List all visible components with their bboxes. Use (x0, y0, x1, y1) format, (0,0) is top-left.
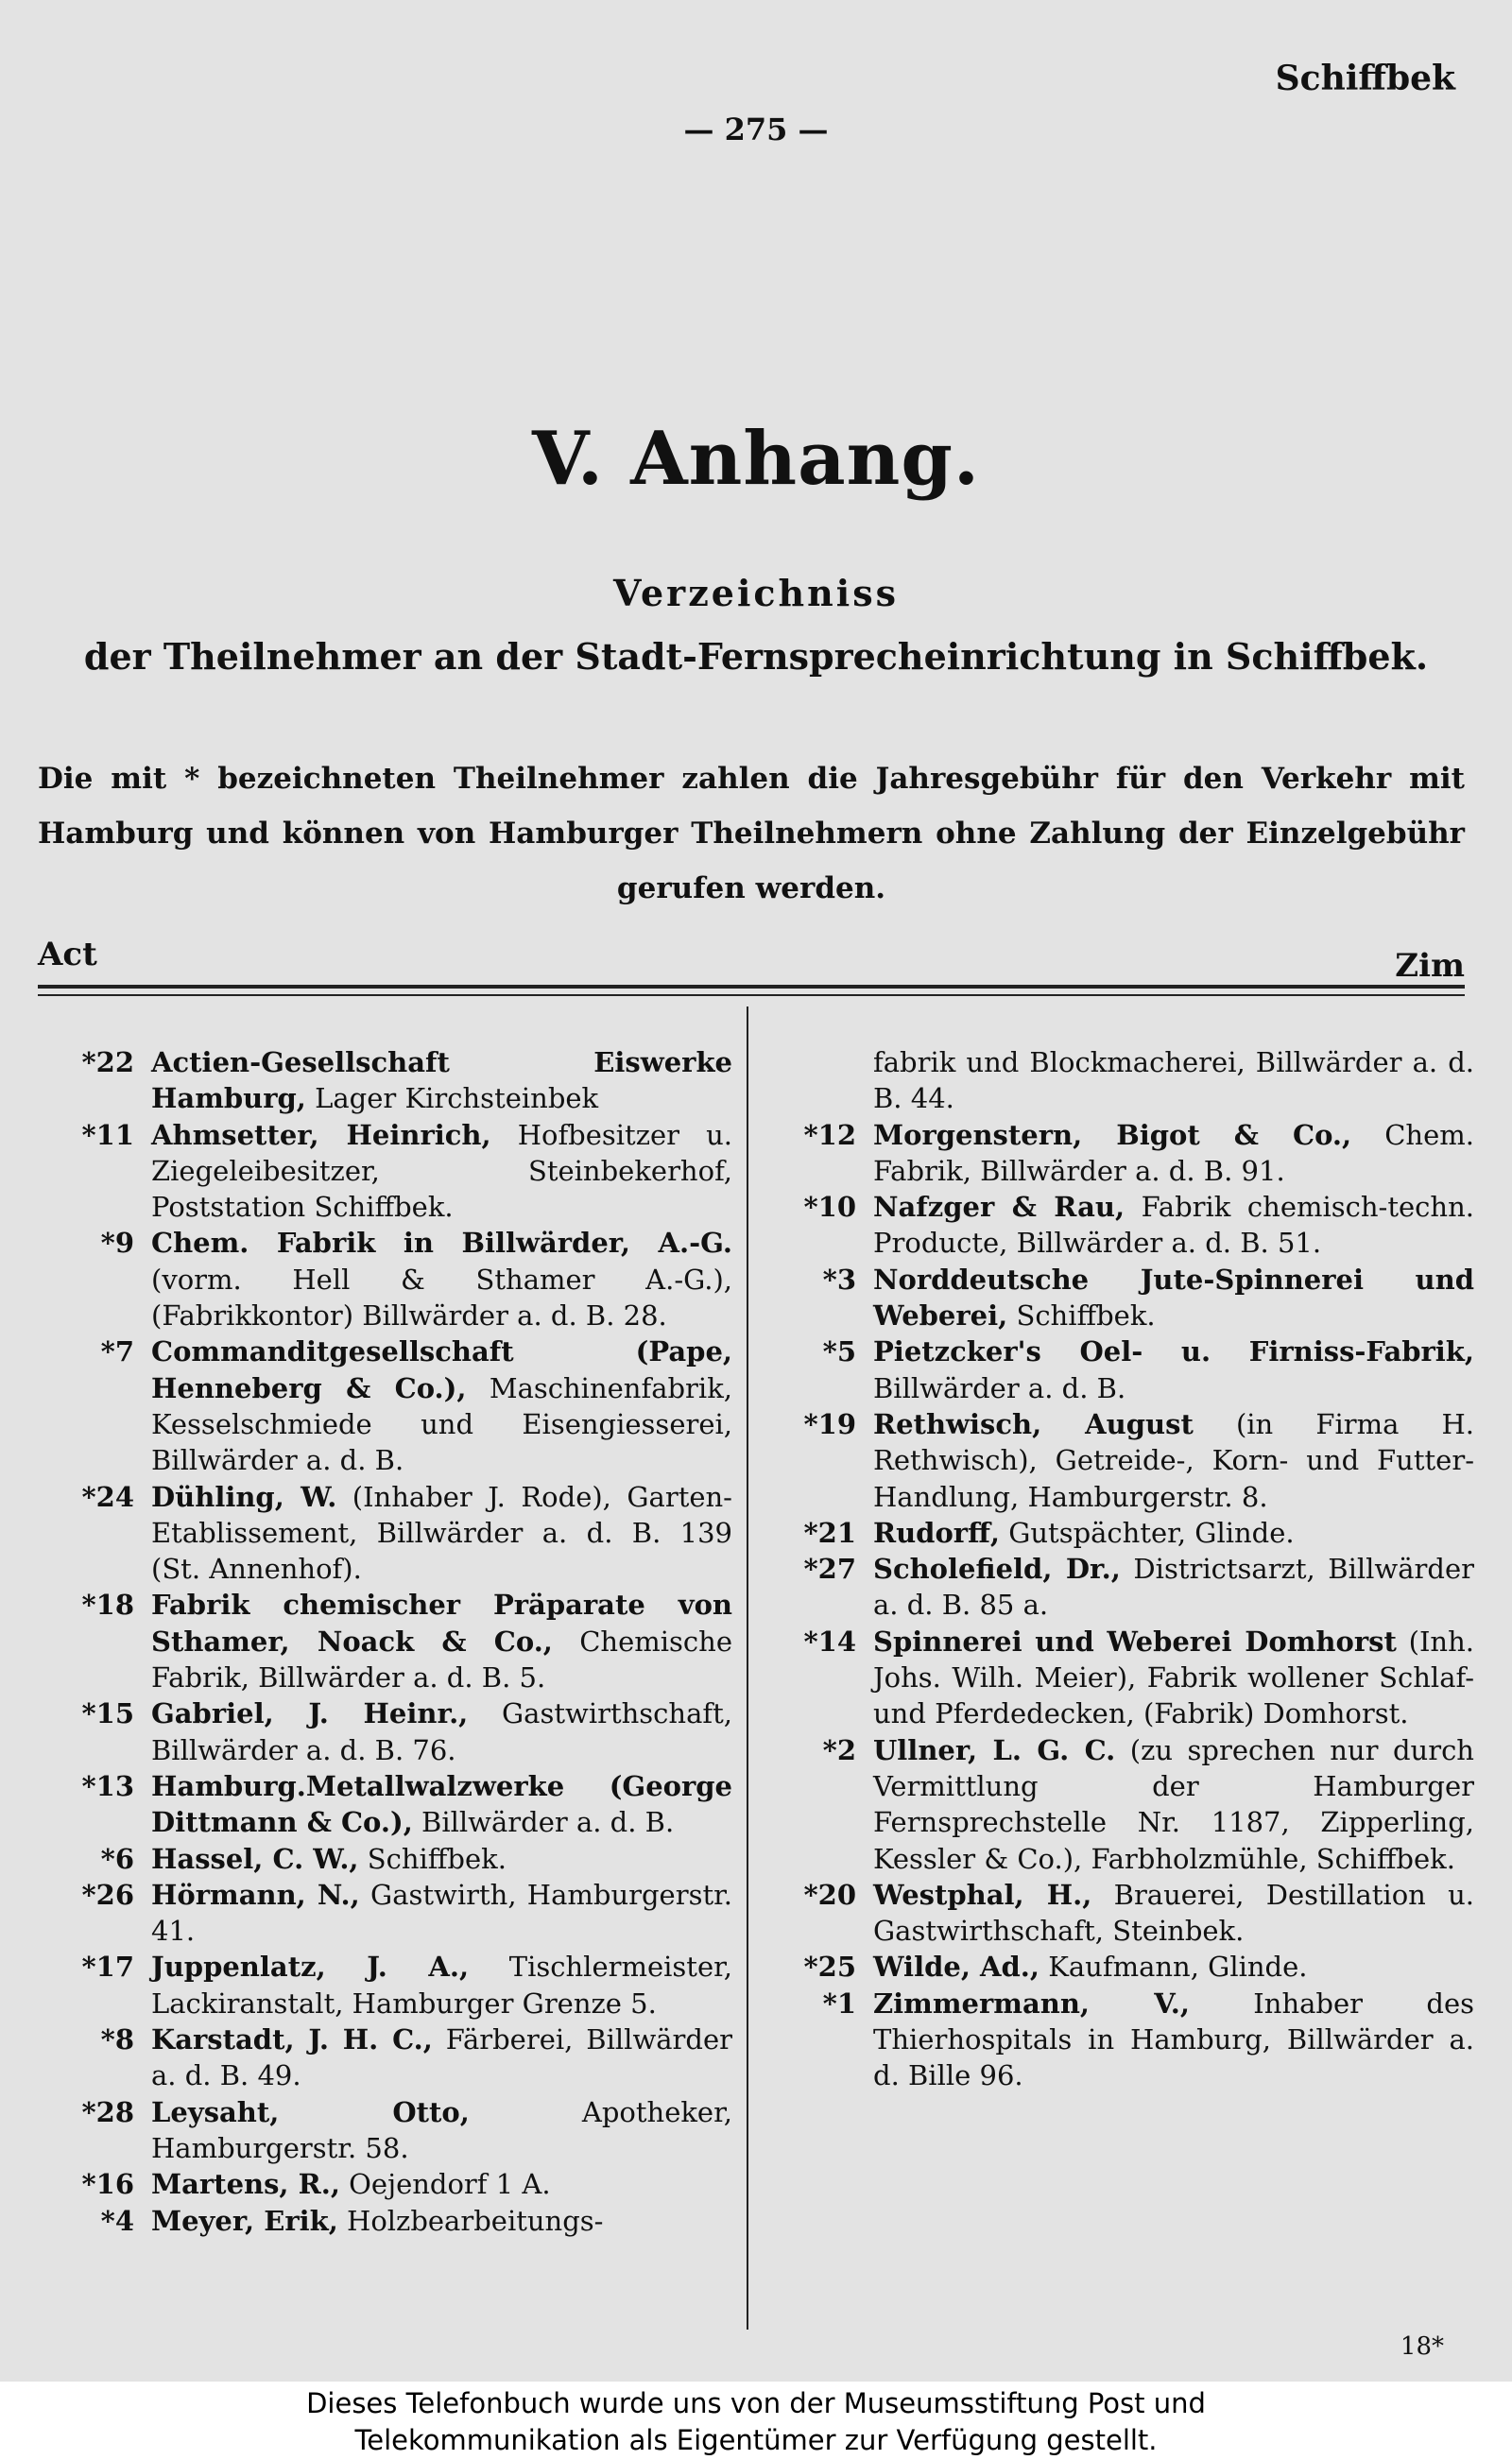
entry-text (873, 1986, 1474, 2094)
subscriber-name: Ahmsetter, Heinrich, (151, 1118, 491, 1151)
subscriber-entry (38, 1695, 732, 1768)
subscriber-number: *28 (81, 2095, 134, 2128)
subscriber-number: *2 (822, 1733, 856, 1766)
subscriber-details: Fabrik chemisch-techn. Producte, Billwärder a. d. B. 51. (873, 1191, 1474, 1260)
subscriber-entry (767, 1551, 1474, 1624)
subscriber-entry-continued (767, 1044, 1474, 1117)
subscriber-name: Chem. Fabrik in Billwärder, A.-G. (151, 1227, 732, 1260)
subscriber-details: Tischlermeister, Lackiranstalt, Hamburger Grenze 5. (151, 1951, 732, 2020)
subscriber-number: *27 (803, 1553, 856, 1586)
page-number: — 275 — (683, 112, 829, 147)
subscriber-details: Billwärder a. d. B. (412, 1806, 675, 1839)
column-divider (747, 1006, 748, 2330)
right-column (767, 1044, 1474, 2094)
caption-line: Telekommunikation als Eigentümer zur Verfügung gestellt. (354, 2424, 1158, 2456)
subscriber-number: *6 (100, 1842, 134, 1875)
entry-text (873, 1333, 1474, 1406)
subscriber-name: Zimmermann, V., (873, 1987, 1190, 2020)
running-head: Schiffbek (1275, 59, 1455, 98)
subscriber-number: *12 (803, 1118, 856, 1151)
subscriber-entry (38, 1841, 732, 1877)
subscriber-entry (767, 1877, 1474, 1950)
entry-text (873, 1949, 1474, 1985)
subscriber-name: Meyer, Erik, (151, 2204, 338, 2237)
subscriber-details: Gastwirth, Hamburgerstr. 41. (151, 1878, 732, 1948)
subscriber-details: Holzbearbeitungs- (337, 2204, 604, 2237)
subscriber-entry (38, 1117, 732, 1226)
subscriber-name: Dühling, W. (151, 1480, 337, 1513)
entry-text (873, 1044, 1474, 1117)
subscriber-number: *3 (822, 1263, 856, 1296)
subscriber-number: *13 (81, 1769, 134, 1802)
subscriber-entry (767, 1189, 1474, 1262)
entry-text (873, 1515, 1474, 1551)
subscriber-details: Lager Kirchsteinbek (305, 1082, 599, 1115)
subscriber-number: *14 (803, 1625, 856, 1658)
subscriber-details: (Inhaber J. Rode), Garten-Etablissement, Billwärder a. d. B. 139 (St. Annenhof). (151, 1480, 732, 1586)
fee-note-line: Die mit * bezeichneten Theilnehmer zahlen die Jahresgebühr für den Verkehr mit (38, 762, 1465, 796)
subscriber-entry (38, 1044, 732, 1117)
caption-line: Dieses Telefonbuch wurde uns von der Museumsstiftung Post und (306, 2387, 1206, 2419)
subscriber-details: Apotheker, Hamburgerstr. 58. (151, 2095, 732, 2164)
fee-note (38, 751, 1465, 916)
subscriber-name: Karstadt, J. H. C., (151, 2023, 433, 2056)
subscriber-details: (in Firma H. Rethwisch), Getreide-, Korn- und Futter-Handlung, Hamburgerstr. 8. (873, 1407, 1474, 1513)
subscriber-name: Hörmann, N., (151, 1878, 360, 1911)
subscriber-details: Gastwirthschaft, Billwärder a. d. B. 76. (151, 1697, 732, 1766)
left-column (38, 1044, 732, 2239)
subscriber-entry (38, 2203, 732, 2239)
subscriber-name: Pietzcker's Oel- u. Firniss-Fabrik, (873, 1335, 1474, 1368)
subscriber-details: Gutspächter, Glinde. (999, 1516, 1295, 1549)
subscriber-entry (38, 1949, 732, 2021)
subscriber-number: *17 (81, 1951, 134, 1984)
subscriber-entry (38, 1587, 732, 1695)
column-head-right: Zim (1395, 947, 1465, 985)
entry-text (151, 2094, 732, 2167)
entry-text (873, 1551, 1474, 1624)
entry-text (151, 1333, 732, 1478)
subscriber-name: Actien-Gesellschaft Eiswerke Hamburg, (151, 1046, 732, 1115)
subscriber-name: Leysaht, Otto, (151, 2095, 470, 2128)
subscriber-details: Billwärder a. d. B. (873, 1371, 1126, 1404)
subscriber-name: Hassel, C. W., (151, 1842, 359, 1875)
subscriber-entry (767, 1624, 1474, 1732)
entry-text (151, 1841, 732, 1877)
fee-note-line: Hamburg und können von Hamburger Theilnehmern ohne Zahlung der Einzelgebühr (38, 817, 1465, 851)
subscriber-name: Rudorff, (873, 1516, 1000, 1549)
subscriber-name: Juppenlatz, J. A., (151, 1951, 470, 1984)
directory-title: Verzeichniss (613, 572, 899, 614)
subscriber-number: *19 (803, 1407, 856, 1440)
entry-text (151, 1768, 732, 1841)
entry-text (151, 1117, 732, 1226)
subscriber-number: *4 (100, 2204, 134, 2237)
subscriber-number (767, 1044, 873, 1117)
subscriber-details: Brauerei, Destillation u. Gastwirthschaft, Steinbek. (873, 1878, 1474, 1948)
subscriber-number: *1 (822, 1987, 856, 2020)
subscriber-details: Chemische Fabrik, Billwärder a. d. B. 5. (151, 1625, 732, 1694)
subscriber-details: (Inh. Johs. Wilh. Meier), Fabrik wollener Schlaf- und Pferdedecken, (Fabrik) Domhorst. (873, 1625, 1474, 1730)
entry-text (873, 1732, 1474, 1877)
subscriber-entry (38, 1479, 732, 1588)
subscriber-name: Rethwisch, August (873, 1407, 1194, 1440)
sheet-signature-mark: 18* (1400, 2332, 1444, 2361)
subscriber-details: (zu sprechen nur durch Vermittlung der Hamburger Fernsprechstelle Nr. 1187, Zipperling, Kessler & Co.), Farbholzmühle, Schiffbek. (873, 1733, 1474, 1875)
source-caption (0, 2385, 1512, 2459)
subscriber-details: Schiffbek. (358, 1842, 507, 1875)
subscriber-entry (767, 1515, 1474, 1551)
subscriber-number: *9 (100, 1227, 134, 1260)
subscriber-name: Scholefield, Dr., (873, 1553, 1121, 1586)
subscriber-name: Morgenstern, Bigot & Co., (873, 1118, 1352, 1151)
subscriber-name: Spinnerei und Weberei Domhorst (873, 1625, 1397, 1658)
entry-text (151, 1949, 732, 2021)
subscriber-number: *26 (81, 1878, 134, 1911)
entry-text (151, 2166, 732, 2202)
subscriber-details: fabrik und Blockmacherei, Billwärder a. d. B. 44. (873, 1046, 1474, 1115)
subscriber-number: *10 (803, 1191, 856, 1224)
subscriber-number: *11 (81, 1118, 134, 1151)
subscriber-details: Inhaber des Thierhospitals in Hamburg, Billwärder a. d. Bille 96. (873, 1987, 1474, 2092)
subscriber-entry (767, 1949, 1474, 1985)
subscriber-number: *20 (803, 1878, 856, 1911)
subscriber-number: *22 (81, 1046, 134, 1078)
entry-text (873, 1877, 1474, 1950)
subscriber-entry (767, 1406, 1474, 1515)
subscriber-name: Gabriel, J. Heinr., (151, 1697, 469, 1730)
subscriber-details: Districtsarzt, Billwärder a. d. B. 85 a. (873, 1553, 1474, 1622)
fee-note-line: gerufen werden. (616, 871, 886, 905)
subscriber-details: Oejendorf 1 A. (339, 2168, 551, 2201)
subscriber-entry (767, 1732, 1474, 1877)
entry-text (151, 2203, 732, 2239)
subscriber-entry (38, 1225, 732, 1333)
subscriber-name: Martens, R., (151, 2168, 340, 2201)
subscriber-number: *18 (81, 1589, 134, 1622)
subscriber-entry (38, 2166, 732, 2202)
subscriber-entry (38, 1768, 732, 1841)
subscriber-details: Schiffbek. (1007, 1299, 1156, 1333)
subscriber-entry (38, 2094, 732, 2167)
subscriber-entry (767, 1986, 1474, 2094)
entry-text (151, 1877, 732, 1950)
subscriber-entry (38, 1877, 732, 1950)
section-title: V. Anhang. (531, 416, 981, 502)
entry-text (873, 1624, 1474, 1732)
subscriber-details: Kaufmann, Glinde. (1039, 1951, 1308, 1984)
subscriber-entry (38, 2021, 732, 2094)
subscriber-name: Norddeutsche Jute-Spinnerei und Weberei, (873, 1263, 1474, 1333)
subscriber-details: Maschinenfabrik, Kesselschmiede und Eisengiesserei, Billwärder a. d. B. (151, 1371, 732, 1477)
directory-subtitle: der Theilnehmer an der Stadt-Fernsprecheinrichtung in Schiffbek. (83, 635, 1429, 678)
subscriber-details: Hofbesitzer u. Ziegeleibesitzer, Steinbekerhof, Poststation Schiffbek. (151, 1118, 732, 1224)
entry-text (873, 1262, 1474, 1334)
subscriber-name: Hamburg.Metallwalzwerke (George Dittmann & Co.), (151, 1769, 732, 1839)
subscriber-number: *16 (81, 2168, 134, 2201)
subscriber-name: Nafzger & Rau, (873, 1191, 1125, 1224)
header-rule-thin (38, 994, 1465, 996)
entry-text (873, 1189, 1474, 1262)
subscriber-number: *21 (803, 1516, 856, 1549)
entry-text (151, 1695, 732, 1768)
entry-text (151, 1225, 732, 1333)
subscriber-entry (767, 1117, 1474, 1190)
subscriber-number: *5 (822, 1335, 856, 1368)
subscriber-number: *24 (81, 1480, 134, 1513)
entry-text (151, 1044, 732, 1117)
subscriber-number: *8 (100, 2023, 134, 2056)
entry-text (873, 1406, 1474, 1515)
subscriber-number: *7 (100, 1335, 134, 1368)
subscriber-name: Ullner, L. G. C. (873, 1733, 1116, 1766)
subscriber-name: Westphal, H., (873, 1878, 1092, 1911)
subscriber-name: Wilde, Ad., (873, 1951, 1040, 1984)
subscriber-entry (767, 1262, 1474, 1334)
subscriber-details: (vorm. Hell & Sthamer A.-G.), (Fabrikkontor) Billwärder a. d. B. 28. (151, 1263, 732, 1333)
entry-text (151, 1587, 732, 1695)
subscriber-number: *15 (81, 1697, 134, 1730)
header-rule (38, 985, 1465, 989)
subscriber-entry (38, 1333, 732, 1478)
entry-text (151, 1479, 732, 1588)
subscriber-details: Färberei, Billwärder a. d. B. 49. (151, 2023, 733, 2092)
entry-text (151, 2021, 732, 2094)
subscriber-number: *25 (803, 1951, 856, 1984)
subscriber-name: Commanditgesellschaft (Pape, Henneberg & Co.), (151, 1335, 732, 1404)
subscriber-details: Chem. Fabrik, Billwärder a. d. B. 91. (873, 1118, 1474, 1187)
subscriber-name: Fabrik chemischer Präparate von Sthamer, Noack & Co., (151, 1589, 732, 1658)
subscriber-entry (767, 1333, 1474, 1406)
column-head-left: Act (38, 936, 97, 973)
entry-text (873, 1117, 1474, 1190)
